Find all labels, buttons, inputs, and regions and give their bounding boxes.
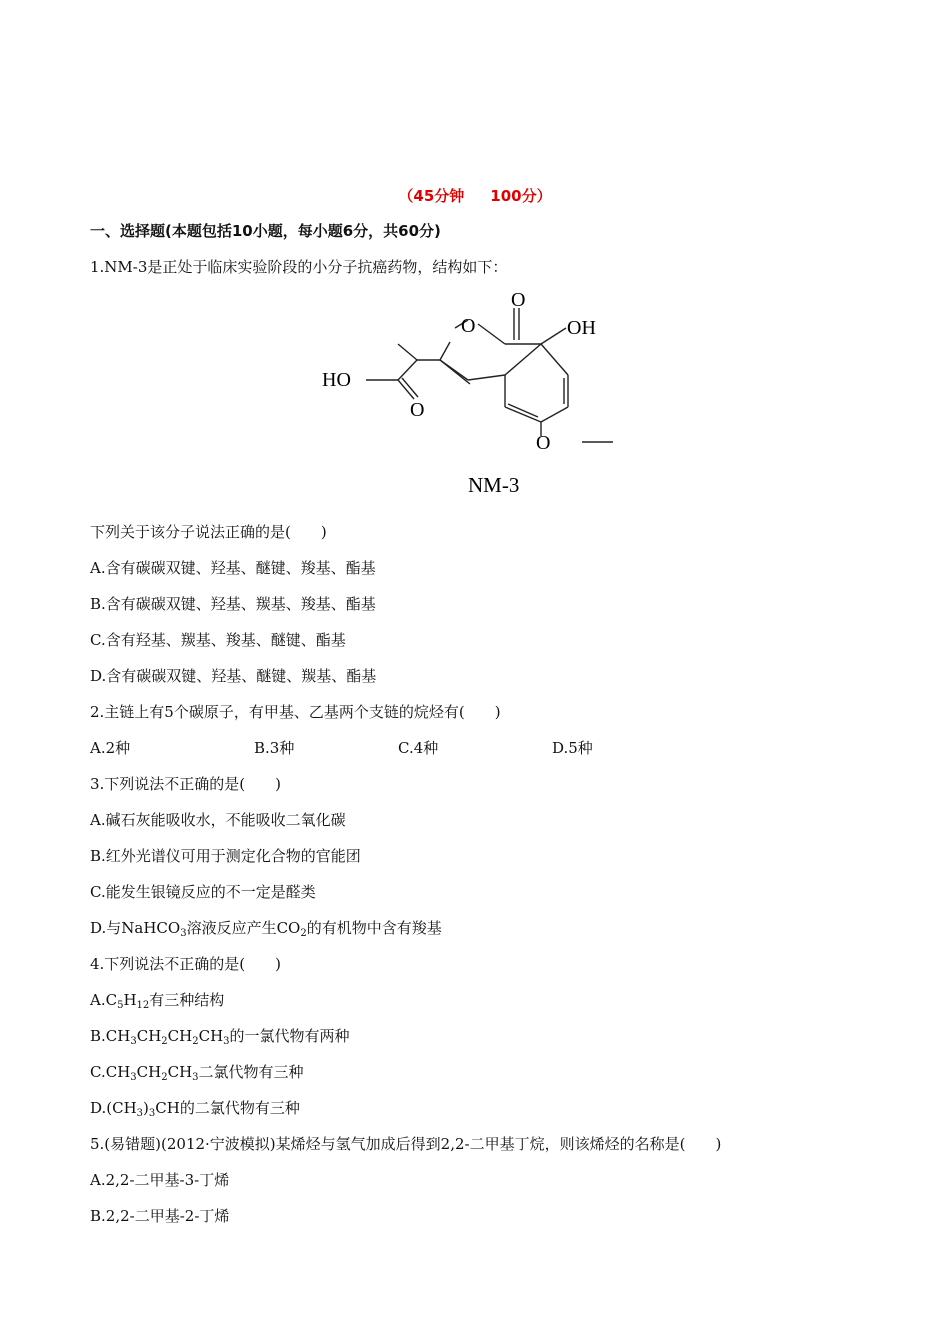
q2-stem: 2.主链上有5个碳原子，有甲基、乙基两个支链的烷烃有( ) <box>90 703 501 721</box>
q1-option-b: B.含有碳碳双键、羟基、羰基、羧基、酯基 <box>90 595 376 613</box>
q1-option-d: D.含有碳碳双键、羟基、醚键、羰基、酯基 <box>90 667 377 685</box>
carboxyl-oxygen-label: O <box>410 399 425 421</box>
q5-option-a: A.2,2-二甲基-3-丁烯 <box>90 1171 230 1189</box>
compound-name-label: NM-3 <box>468 473 520 497</box>
q2-option-a: A.2种 <box>90 739 131 757</box>
methoxy-oxygen-label: O <box>536 432 551 454</box>
q1-option-a: A.含有碳碳双键、羟基、醚键、羧基、酯基 <box>90 559 376 577</box>
time-limit: （45分钟 <box>398 187 465 205</box>
total-score: 100分） <box>490 187 552 205</box>
q4-option-a: $A.C_5H_{12}$有三种结构 <box>90 991 225 1011</box>
q1-prompt: 下列关于该分子说法正确的是( ) <box>90 523 327 541</box>
q3-option-a: A.碱石灰能吸收水，不能吸收二氧化碳 <box>90 811 346 829</box>
carbonyl-oxygen-label: O <box>511 289 526 311</box>
section-title: 一、选择题(本题包括10小题，每小题6分，共60分) <box>90 222 441 240</box>
q1-option-c: C.含有羟基、羰基、羧基、醚键、酯基 <box>90 631 346 649</box>
carboxyl-ho-label: HO <box>322 369 351 391</box>
q2-options <box>90 738 790 758</box>
q3-stem: 3.下列说法不正确的是( ) <box>90 775 282 793</box>
exam-header <box>0 186 950 206</box>
q2-option-c: C.4种 <box>398 739 439 757</box>
q3-option-c: C.能发生银镜反应的不一定是醛类 <box>90 883 316 901</box>
q3-option-b: B.红外光谱仪可用于测定化合物的官能团 <box>90 847 361 865</box>
nm3-structure-diagram <box>318 282 628 502</box>
q2-option-b: B.3种 <box>254 739 295 757</box>
ring-oxygen-label: O <box>461 315 476 337</box>
q4-option-b: $B.CH_3CH_2CH_2CH_3$的一氯代物有两种 <box>90 1027 350 1047</box>
q5-option-b: B.2,2-二甲基-2-丁烯 <box>90 1207 230 1225</box>
hydroxyl-label: OH <box>567 317 596 339</box>
q5-stem: 5.(易错题)(2012·宁波模拟)某烯烃与氢气加成后得到2,2-二甲基丁烷，则该烯烃的名称是( ) <box>90 1135 722 1153</box>
q4-option-c: $C.CH_3CH_2CH_3$二氯代物有三种 <box>90 1063 304 1083</box>
q2-option-d: D.5种 <box>552 739 593 757</box>
q4-stem: 4.下列说法不正确的是( ) <box>90 955 282 973</box>
q3-option-d: D.与NaHCO$_3$溶液反应产生$CO_2$的有机物中含有羧基 <box>90 919 442 939</box>
q4-option-d: $D.(CH_3)_3CH$的二氯代物有三种 <box>90 1099 300 1119</box>
q1-stem: 1.NM-3是正处于临床实验阶段的小分子抗癌药物，结构如下： <box>90 258 508 276</box>
